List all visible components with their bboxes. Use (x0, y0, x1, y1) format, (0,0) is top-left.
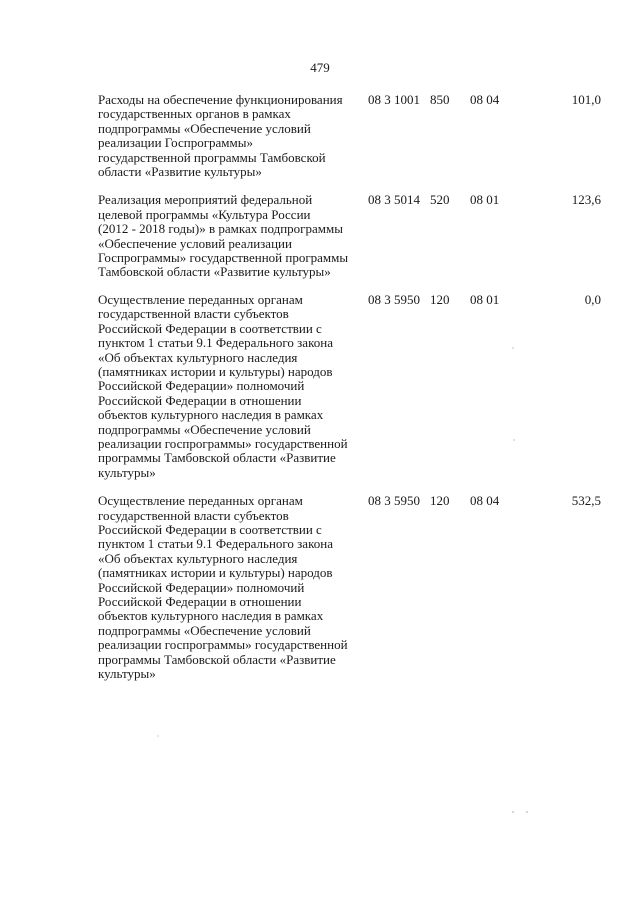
expense-type-code: 120 (430, 291, 450, 307)
amount: 0,0 (584, 291, 601, 307)
table-row (98, 193, 601, 279)
amount: 532,5 (571, 493, 601, 509)
amount: 101,0 (571, 92, 601, 107)
expense-type-code: 120 (430, 493, 450, 509)
section-code: 08 01 (470, 291, 500, 307)
target-article-code: 08 3 5950 (368, 291, 420, 307)
row-description: Осуществление переданных органам государственной власти субъектов Российской Федерации в соответствии с пунктом 1 статьи 9.1 Федерального закона «Об объектах культурного наследия (памятниках истории и культуры) народов Российской Федерации» полномочий Российской Федерации в отношении объектов культурного наследия в рамках подпрограммы «Обеспечение условий реализации госпрограммы» государственной программы Тамбовской области «Развитие культуры» (98, 291, 348, 480)
table-row (98, 293, 601, 480)
target-article-code: 08 3 1001 (368, 92, 420, 107)
table-row (98, 93, 601, 179)
row-description: Осуществление переданных органам государственной власти субъектов Российской Федерации в соответствии с пунктом 1 статьи 9.1 Федерального закона «Об объектах культурного наследия (памятниках истории и культуры) народов Российской Федерации» полномочий Российской Федерации в отношении объектов культурного наследия в рамках подпрограммы «Обеспечение условий реализации госпрограммы» государственной программы Тамбовской области «Развитие культуры» (98, 493, 348, 682)
row-description: Реализация мероприятий федеральной целевой программы «Культура России (2012 - 2018 годы)» в рамках подпрограммы «Обеспечение условий реализации Госпрограммы» государственной программы Тамбовской области «Развитие культуры» (98, 192, 349, 280)
target-article-code: 08 3 5014 (368, 192, 420, 208)
section-code: 08 04 (470, 493, 500, 509)
page-number: 479 (310, 60, 330, 75)
expense-type-code: 520 (430, 192, 450, 208)
expense-type-code: 850 (430, 92, 450, 107)
table-row (98, 494, 601, 681)
row-description: Расходы на обеспечение функционирования государственных органов в рамках подпрограммы «Обеспечение условий реализации Госпрограммы» государственной программы Тамбовской области «Развитие культуры» (98, 92, 343, 180)
section-code: 08 01 (470, 192, 500, 208)
amount: 123,6 (571, 192, 601, 208)
budget-table (98, 93, 601, 681)
target-article-code: 08 3 5950 (368, 493, 420, 509)
section-code: 08 04 (470, 92, 500, 107)
